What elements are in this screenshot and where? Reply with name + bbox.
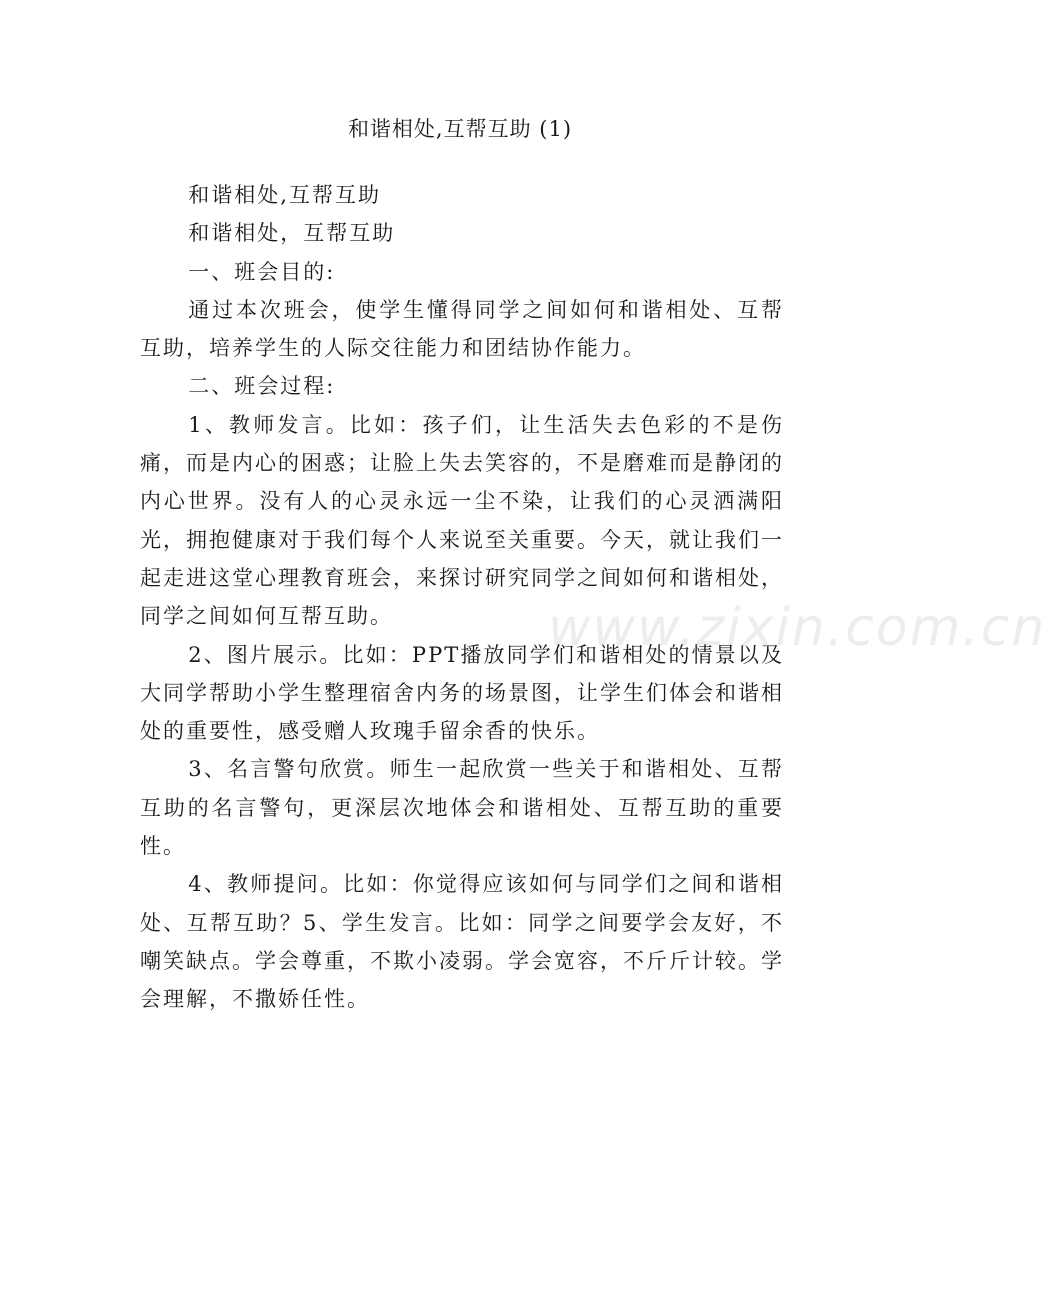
paragraph: 通过本次班会，使学生懂得同学之间如何和谐相处、互帮互助，培养学生的人际交往能力和团结协作能力。 — [140, 297, 784, 361]
watermark: www.zixin.com.cn — [548, 598, 1046, 658]
paragraph: 和谐相处，互帮互助 — [188, 221, 396, 246]
section-heading: 一、班会目的: — [188, 259, 336, 284]
paragraph: 3、名言警句欣赏。师生一起欣赏一些关于和谐相处、互帮互助的名言警句，更深层次地体会和谐相处、互帮互助的重要性。 — [140, 757, 784, 859]
paragraph: 1、教师发言。比如：孩子们，让生活失去色彩的不是伤痛，而是内心的困惑；让脸上失去笑容的，不是磨难而是静闭的内心世界。没有人的心灵永远一尘不染，让我们的心灵洒满阳光，拥抱健康对于我们每个人来说至关重要。今天，就让我们一起走进这堂心理教育班会，来探讨研究同学之间如何和谐相处，同学之间如何互帮互助。 — [140, 412, 784, 629]
section-heading: 二、班会过程: — [188, 374, 336, 399]
document-title: 和谐相处,互帮互助 (1) — [347, 117, 573, 141]
paragraph: 和谐相处,互帮互助 — [188, 183, 381, 207]
paragraph: 2、图片展示。比如：PPT播放同学们和谐相处的情景以及大同学帮助小学生整理宿舍内务的场景图，让学生们体会和谐相处的重要性，感受赠人玫瑰手留余香的快乐。 — [140, 642, 784, 744]
document-body — [140, 176, 784, 1019]
paragraph: 4、教师提问。比如：你觉得应该如何与同学们之间和谐相处、互帮互助？5、学生发言。比如：同学之间要学会友好，不嘲笑缺点。学会尊重，不欺小凌弱。学会宽容，不斤斤计较。学会理解，不撒娇任性。 — [140, 872, 784, 1012]
